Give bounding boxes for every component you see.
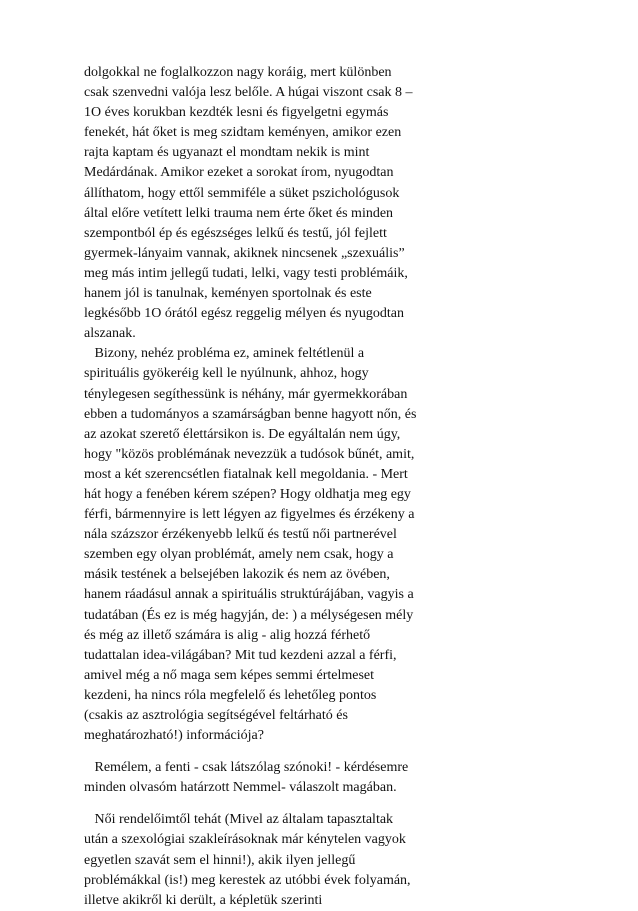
text-line: tudatában (És ez is még hagyján, de: ) a mélységesen mély	[84, 607, 414, 623]
text-line: fenekét, hát őket is meg szidtam keményen, amikor ezen	[84, 125, 402, 141]
text-line: rajta kaptam és ugyanazt el mondtam nekik is mint	[84, 145, 370, 161]
text-line: amivel még a nő maga sem képes semmi értelmeset	[84, 667, 375, 683]
text-line: hogy "közös problémának nevezzük a tudósok bűnét, amit,	[84, 446, 415, 462]
text-line: most a két szerencsétlen fiatalnak kell megoldania. - Mert	[84, 466, 408, 482]
paragraph-3	[84, 758, 554, 798]
text-line: Bizony, nehéz probléma ez, aminek feltétlenül a	[84, 346, 365, 362]
text-line: szempontból ép és egészséges lelkű és testű, jól fejlett	[84, 225, 387, 241]
text-line: Remélem, a fenti - csak látszólag szónoki! - kérdésemre	[84, 760, 409, 776]
text-line: Női rendelőimtől tehát (Mivel az általam tapasztaltak	[84, 812, 394, 828]
text-line: egyetlen szavát sem el hinni!), akik ilyen jellegű	[84, 852, 356, 868]
paragraph-1	[84, 63, 554, 344]
paragraph-gap	[84, 746, 554, 758]
text-line: dolgokkal ne foglalkozzon nagy koráig, mert különben	[84, 65, 392, 80]
text-line: ebben a tudományos a szamárságban benne hagyott nőn, és	[84, 406, 417, 422]
text-line: (csakis az asztrológia segítségével feltárható és	[84, 708, 348, 723]
text-line: spirituális gyökeréig kell le nyúlnunk, ahhoz, hogy	[84, 366, 369, 382]
text-line: illetve akikről ki derült, a képletük szerinti	[84, 892, 323, 908]
text-line: férfi, bármennyire is lett légyen az figyelmes és érzékeny a	[84, 507, 415, 523]
body-text	[84, 63, 554, 911]
text-line: tudattalan idea-világában? Mit tud kezdeni azzal a férfi,	[84, 647, 397, 663]
text-line: kezdeni, ha nincs róla megfelelő és lehetőleg pontos	[84, 687, 377, 703]
text-line: és még az illető számára is alig - alig hozzá férhető	[84, 627, 371, 643]
text-line: hanem ráadásul annak a spirituális struktúrájában, vagyis a	[84, 587, 414, 603]
text-line: gyermek-lányaim vannak, akiknek nincsenek „szexuális”	[84, 245, 405, 261]
text-line: által előre vetített lelki trauma nem érte őket és minden	[84, 205, 394, 221]
text-line: ténylegesen segíthessünk is néhány, már gyermekkorában	[84, 386, 408, 402]
text-line: alszanak.	[84, 326, 136, 342]
text-line: meghatározható!) információja?	[84, 728, 264, 744]
text-line: problémákkal (is!) meg kerestek az utóbbi évek folyamán,	[84, 872, 411, 888]
text-line: hanem jól is tanulnak, keményen sportolnak és este	[84, 286, 372, 302]
paragraph-4	[84, 810, 554, 910]
text-line: legkésőbb 1O órától egész reggelig mélyen és nyugodtan	[84, 306, 404, 322]
text-line: szemben egy olyan problémát, amely nem csak, hogy a	[84, 547, 394, 563]
text-line: hát hogy a fenében kérem szépen? Hogy oldhatja meg egy	[84, 486, 411, 502]
text-line: állíthatom, hogy ettől semmiféle a süket pszichológusok	[84, 185, 400, 201]
text-line: nála százszor érzékenyebb lelkű és testű női partnerével	[84, 527, 397, 543]
text-line: másik testének a belsejében lakozik és nem az övében,	[84, 567, 390, 583]
text-line: az azokat szerető élettársikon is. De egyáltalán nem úgy,	[84, 426, 401, 442]
text-line: csak szenvedni valója lesz belőle. A húgai viszont csak 8 –	[84, 85, 413, 101]
text-line: Medárdának. Amikor ezeket a sorokat írom, nyugodtan	[84, 165, 394, 181]
text-line: minden olvasóm határzott Nemmel- válaszolt magában.	[84, 780, 397, 796]
paragraph-gap	[84, 798, 554, 810]
text-line: után a szexológiai szakleírásoknak már kénytelen vagyok	[84, 832, 406, 848]
text-line: meg más intim jellegű tudati, lelki, vagy testi problémáik,	[84, 265, 408, 281]
text-line: 1O éves korukban kezdték lesni és figyelgetni egymás	[84, 105, 389, 121]
paragraph-2	[84, 344, 554, 746]
